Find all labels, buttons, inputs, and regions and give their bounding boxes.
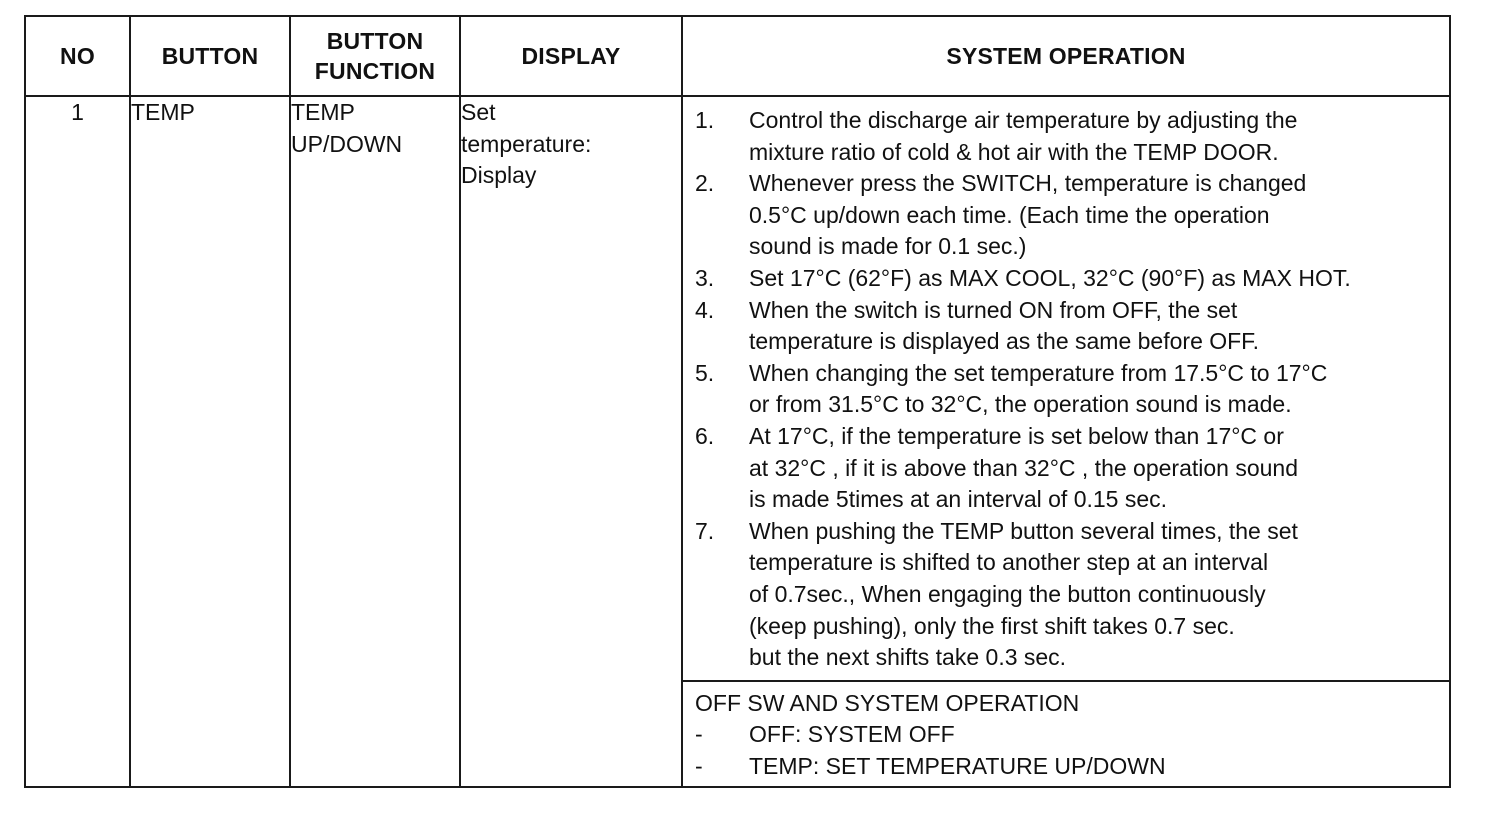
- off-item-dash: -: [695, 721, 703, 748]
- table-row: [25, 96, 1450, 681]
- off-switch-title: OFF SW AND SYSTEM OPERATION: [695, 689, 1080, 716]
- operation-text: Whenever press the SWITCH, temperature is changed 0.5°C up/down each time. (Each time the operation sound is made for 0.1 sec.): [749, 170, 1307, 260]
- header-button-function-line2: FUNCTION: [314, 58, 436, 84]
- operation-number: 2.: [695, 170, 715, 197]
- operation-item: [695, 263, 1443, 295]
- row-display: [460, 96, 682, 787]
- operation-number: 5.: [695, 359, 715, 386]
- row-display-line1: Set: [461, 99, 496, 125]
- operation-text: At 17°C, if the temperature is set below than 17°C or at 32°C , if it is above than 32°C , the operation sound is made 5times at an interval of 0.15 sec.: [749, 422, 1299, 513]
- header-no: NO: [25, 16, 130, 96]
- system-operation-cell: [682, 96, 1450, 681]
- operation-item: [695, 516, 1443, 674]
- operation-number: 3.: [695, 264, 715, 291]
- operation-text: Set 17°C (62°F) as MAX COOL, 32°C (90°F) as MAX HOT.: [749, 264, 1351, 291]
- operation-item: [695, 168, 1443, 263]
- off-switch-cell: [682, 681, 1450, 787]
- off-item-text: OFF: SYSTEM OFF: [749, 721, 955, 748]
- off-switch-section: [683, 682, 1449, 783]
- button-operation-table: [24, 15, 1451, 788]
- header-system-operation: SYSTEM OPERATION: [682, 16, 1450, 96]
- row-function-line1: TEMP: [291, 99, 355, 125]
- operation-item: [695, 421, 1443, 516]
- operation-number: 1.: [695, 107, 715, 133]
- operation-text: When changing the set temperature from 17.5°C to 17°C or from 31.5°C to 32°C, the operation sound is made.: [749, 359, 1328, 418]
- row-button: TEMP: [130, 96, 290, 787]
- operation-item: [695, 358, 1443, 421]
- operation-number: 4.: [695, 296, 715, 323]
- operation-item: [695, 295, 1443, 358]
- row-function-line2: UP/DOWN: [291, 130, 403, 157]
- off-item-text: TEMP: SET TEMPERATURE UP/DOWN: [749, 752, 1166, 779]
- off-item-dash: -: [695, 752, 703, 779]
- operation-text: When the switch is turned ON from OFF, the set temperature is displayed as the same before OFF.: [749, 296, 1260, 355]
- row-button-function: [290, 96, 460, 787]
- off-switch-item: [695, 751, 1443, 783]
- off-switch-item: [695, 719, 1443, 751]
- row-display-line2: temperature:: [461, 130, 592, 157]
- operation-text: When pushing the TEMP button several times, the set temperature is shifted to another step at an interval of 0.7sec., When engaging the button continuously (keep pushing), only the first shift takes 0.7 sec. but the next shifts take 0.3 sec.: [749, 517, 1298, 671]
- header-button-function-line1: BUTTON: [326, 28, 424, 54]
- row-no: 1: [25, 96, 130, 787]
- operation-number: 6.: [695, 422, 715, 449]
- operation-item: [695, 105, 1443, 168]
- header-row: [25, 16, 1450, 96]
- row-display-line3: Display: [461, 162, 537, 189]
- operation-number: 7.: [695, 517, 715, 544]
- header-button-function: [290, 16, 460, 96]
- header-button: BUTTON: [130, 16, 290, 96]
- header-display: DISPLAY: [460, 16, 682, 96]
- operation-text: Control the discharge air temperature by adjusting the mixture ratio of cold & hot air with the TEMP DOOR.: [749, 107, 1298, 165]
- operation-list: [683, 97, 1449, 680]
